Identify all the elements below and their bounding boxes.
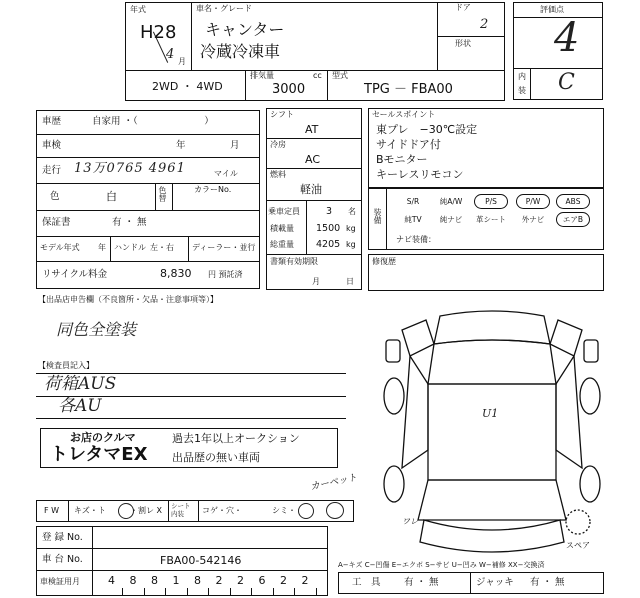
door-value: 2 [480, 17, 489, 32]
score-label: 評価点 [540, 5, 564, 14]
shift-value: AT [305, 123, 319, 136]
cert-divider [273, 588, 274, 596]
right-side [556, 356, 582, 468]
right-door-top [550, 320, 582, 356]
load-unit: kg [346, 224, 356, 233]
capacity-label: 乗車定員 [268, 207, 300, 216]
inspection-month: 月 [230, 140, 240, 151]
wear-items: キズ・ト [74, 506, 106, 515]
reg-label: 登 録 No. [42, 532, 83, 543]
cert-digit: 8 [129, 574, 137, 587]
color-value: 白 [106, 190, 117, 203]
left-door-top [402, 320, 434, 356]
cert-digit: 1 [172, 574, 180, 587]
banner-right-1: 過去1年以上オークション [172, 432, 300, 445]
door-label: ドア [455, 3, 471, 12]
warranty-value: 有 ・ 無 [112, 217, 147, 228]
recycle-label: リサイクル料金 [42, 269, 108, 280]
equip-airbag: エアB [556, 212, 590, 227]
gross-unit: kg [346, 240, 356, 249]
shift-label: シフト [270, 110, 294, 119]
cert-divider [294, 588, 295, 596]
cab-roof [434, 311, 550, 344]
aircon-label: 冷房 [270, 140, 286, 149]
model-value: TPG － FBA00 [364, 82, 453, 97]
equip-pw: P/W [516, 194, 550, 209]
cert-divider [316, 588, 317, 596]
mileage-value: 13万0765 4961 [74, 161, 186, 176]
name-label: 車名・グレード [196, 4, 252, 13]
inspector-line-1: 荷箱AUS [44, 374, 117, 394]
sales-point-1: 東プレ −30℃設定 [376, 123, 478, 136]
equip-navi: 純ナビ [439, 215, 463, 224]
wear-broken: ・割レ X [130, 506, 163, 515]
jack-label: ジャッキ [476, 577, 514, 588]
cert-divider [251, 588, 252, 596]
equip-alloy: 純A/W [439, 197, 463, 206]
handle-value: 左・右 [150, 243, 174, 252]
diagram-mark-u1: U1 [482, 407, 499, 420]
sales-points-label: セールスポイント [372, 110, 436, 119]
inspection-year: 年 [176, 140, 186, 151]
car-grade: 冷蔵冷凍車 [200, 42, 281, 61]
cert-divider [144, 588, 145, 596]
model-year-label: モデル年式 [40, 243, 80, 252]
wear-seat-label: シート内装 [171, 502, 191, 518]
cert-divider [187, 588, 188, 596]
aircon-value: AC [305, 153, 321, 166]
rear-section [418, 480, 566, 520]
declaration-label: 【出品店申告欄（不良箇所・欠品・注意事項等）】 [38, 295, 218, 304]
left-side [402, 356, 428, 468]
year-era: H28 [140, 22, 177, 43]
shape-label: 形状 [455, 39, 471, 48]
cert-divider [165, 588, 166, 596]
equip-ps: P/S [474, 194, 508, 209]
windshield [428, 340, 556, 384]
cert-digit: 2 [280, 574, 287, 587]
sales-point-2: サイドドア付 [376, 138, 441, 151]
interior-value: C [558, 70, 575, 95]
mileage-label: 走行 [42, 165, 62, 176]
car-name: キャンター [205, 20, 285, 39]
wear-circle-2 [298, 503, 314, 519]
docs-label: 書類有効期限 [270, 257, 318, 266]
gross-value: 4205 [316, 239, 341, 250]
repair-box [368, 254, 604, 291]
load-value: 1500 [316, 223, 341, 234]
equipment-label: 装備 [373, 208, 382, 224]
color-no-label: カラーNo. [194, 185, 232, 194]
banner-right-2: 出品歴の無い車両 [172, 451, 260, 464]
year-label: 年式 [130, 5, 146, 14]
sales-point-4: キーレスリモコン [376, 168, 464, 181]
wear-fw: F W [44, 506, 60, 515]
front-left-wheel [384, 378, 404, 414]
jack-value: 有 ・ 無 [530, 577, 565, 588]
recycle-unit: 円 預託済 [208, 270, 243, 279]
right-mirror [584, 340, 598, 362]
inspector-line-2: 各AU [58, 396, 102, 416]
year-month: 4 [166, 47, 175, 62]
load-label: 積載量 [270, 224, 294, 233]
rear-right-wheel [580, 466, 600, 502]
rear-left-wheel [384, 466, 404, 502]
chassis-value: FBA00-542146 [160, 554, 242, 567]
dealer-label: ディーラー・並行 [192, 243, 256, 252]
wear-stain: シミ・ [272, 506, 296, 515]
handle-label: ハンドル [114, 243, 146, 252]
spare-label: スペア [566, 541, 590, 550]
capacity-value: 3 [326, 206, 333, 217]
repair-label: 修復歴 [372, 257, 396, 266]
color-label: 色 [50, 191, 60, 202]
navi-label: ナビ装備： [396, 235, 436, 244]
cargo-box [428, 384, 556, 480]
equip-ext-navi: 外ナビ [521, 215, 545, 224]
inspection-label: 車検 [42, 140, 62, 151]
docs-day: 日 [346, 277, 354, 286]
inspector-label: 【検査員記入】 [38, 361, 94, 370]
tools-label: 工 具 [352, 577, 381, 588]
cert-digit: 8 [194, 574, 201, 587]
equip-sr: S/R [406, 197, 420, 206]
banner-brand: トレタマEX [50, 444, 148, 465]
warranty-label: 保証書 [42, 217, 71, 228]
model-year-unit: 年 [98, 243, 106, 252]
displacement-unit: cc [313, 71, 322, 80]
fuel-value: 軽油 [300, 183, 322, 196]
cert-digit: 2 [301, 574, 309, 587]
docs-month: 月 [312, 277, 320, 286]
rear-bumper [420, 520, 564, 552]
declaration-handwriting: 同色全塗装 [56, 320, 137, 339]
chassis-label: 車 台 No. [42, 554, 83, 565]
wear-handwriting-side: ワレ [402, 517, 418, 526]
interior-label-1: 内 [518, 72, 526, 81]
wear-circle-3 [326, 502, 344, 519]
gross-label: 総重量 [270, 240, 294, 249]
spare-tire [566, 510, 590, 534]
left-mirror [386, 340, 400, 362]
cert-divider [230, 588, 231, 596]
history-label: 車歴 [42, 116, 62, 127]
recycle-value: 8,830 [160, 267, 192, 280]
cert-digit: 2 [215, 574, 223, 587]
drive-type: 2WD ・ 4WD [152, 80, 223, 93]
tools-value: 有 ・ 無 [404, 577, 439, 588]
model-label: 型式 [332, 71, 348, 80]
mileage-unit: マイル [214, 169, 238, 178]
score-value: 4 [554, 15, 580, 61]
equip-tv: 純TV [404, 215, 422, 224]
cert-digit: 2 [237, 574, 244, 587]
color-change-label: 色替 [158, 186, 167, 202]
left-table [36, 110, 260, 289]
equip-abs: ABS [556, 194, 590, 209]
damage-legend: A−キズ C−凹傷 E−エクボ S−サビ U−凹み W−補修 XX−交換済 [338, 561, 545, 569]
cert-digit: 6 [258, 574, 266, 587]
wear-seat-items: コゲ・穴・ [202, 506, 242, 515]
cert-digit: 8 [151, 574, 158, 587]
cert-divider [208, 588, 209, 596]
banner-top-left: お店のクルマ [70, 431, 136, 444]
interior-label-2: 装 [518, 86, 526, 95]
wear-handwriting-top: カーペット [309, 472, 359, 493]
sales-point-3: Bモニター [376, 153, 428, 166]
cert-digit: 4 [108, 574, 115, 587]
displacement-label: 排気量 [250, 71, 274, 80]
front-right-wheel [580, 378, 600, 414]
cert-label: 車検証用月 [40, 577, 80, 586]
history-value: 自家用 ・（ ） [92, 116, 214, 127]
wear-circle-1 [118, 503, 134, 519]
displacement-value: 3000 [272, 82, 306, 97]
month-unit: 月 [178, 57, 186, 66]
fuel-label: 燃料 [270, 170, 286, 179]
equip-leather: 革シート [476, 215, 506, 224]
cert-divider [122, 588, 123, 596]
capacity-unit: 名 [348, 207, 356, 216]
